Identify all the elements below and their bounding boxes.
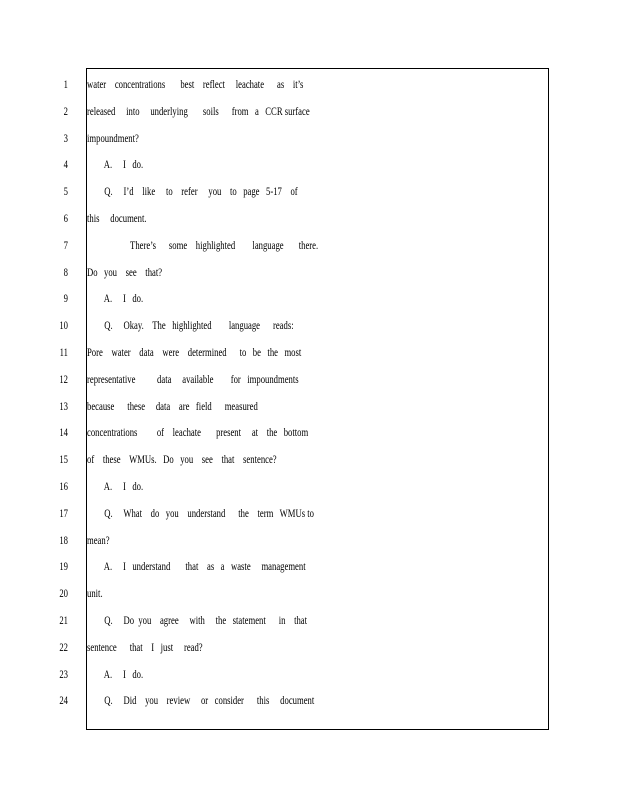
line-text: unit.	[87, 586, 103, 600]
line-number: 1	[63, 77, 68, 91]
line-number: 24	[59, 693, 68, 707]
line-text: representative data available for impoundments	[87, 372, 299, 386]
line-text: A. I do.	[87, 157, 144, 171]
line-number: 17	[59, 506, 68, 520]
line-text: A. I do.	[87, 291, 144, 305]
line-number: 12	[59, 372, 68, 386]
line-number: 10	[59, 318, 68, 332]
line-number: 21	[59, 613, 68, 627]
line-number: 3	[63, 131, 68, 145]
line-number: 23	[59, 667, 68, 681]
line-number: 6	[63, 211, 68, 225]
line-text: Q. What do you understand the term WMUs to	[87, 506, 314, 520]
line-text: released into underlying soils from a CCR surface	[87, 104, 310, 118]
line-text: of these WMUs. Do you see that sentence?	[87, 452, 277, 466]
line-text: because these data are field measured	[87, 399, 258, 413]
line-number: 7	[63, 238, 68, 252]
line-text: A. I do.	[87, 479, 144, 493]
line-text: sentence that I just read?	[87, 640, 203, 654]
line-number: 11	[59, 345, 68, 359]
line-text: water concentrations best reflect leachate as it’s	[87, 77, 304, 91]
line-text: this document.	[87, 211, 147, 225]
line-text: Q. Do you agree with the statement in that	[87, 613, 308, 627]
line-text: A. I do.	[87, 667, 144, 681]
line-text: Do you see that?	[87, 265, 163, 279]
line-number: 15	[59, 452, 68, 466]
line-number: 14	[59, 425, 68, 439]
line-text: A. I understand that as a waste management	[87, 559, 306, 573]
line-number: 9	[63, 291, 68, 305]
line-number: 4	[63, 157, 68, 171]
line-number: 22	[59, 640, 68, 654]
line-text: concentrations of leachate present at the bottom	[87, 425, 309, 439]
line-text: impoundment?	[87, 131, 139, 145]
line-number: 13	[59, 399, 68, 413]
line-text: Q. Did you review or consider this document	[87, 693, 315, 707]
line-number: 18	[59, 533, 68, 547]
line-text: Q. Okay. The highlighted language reads:	[87, 318, 294, 332]
line-number: 5	[63, 184, 68, 198]
line-number: 20	[59, 586, 68, 600]
line-number: 16	[59, 479, 68, 493]
line-text: Q. I’d like to refer you to page 5-17 of	[87, 184, 298, 198]
line-number: 19	[59, 559, 68, 573]
line-text: mean?	[87, 533, 110, 547]
line-number: 8	[63, 265, 68, 279]
line-number: 2	[63, 104, 68, 118]
line-text: There’s some highlighted language there.	[87, 238, 319, 252]
line-text: Pore water data were determined to be the most	[87, 345, 302, 359]
